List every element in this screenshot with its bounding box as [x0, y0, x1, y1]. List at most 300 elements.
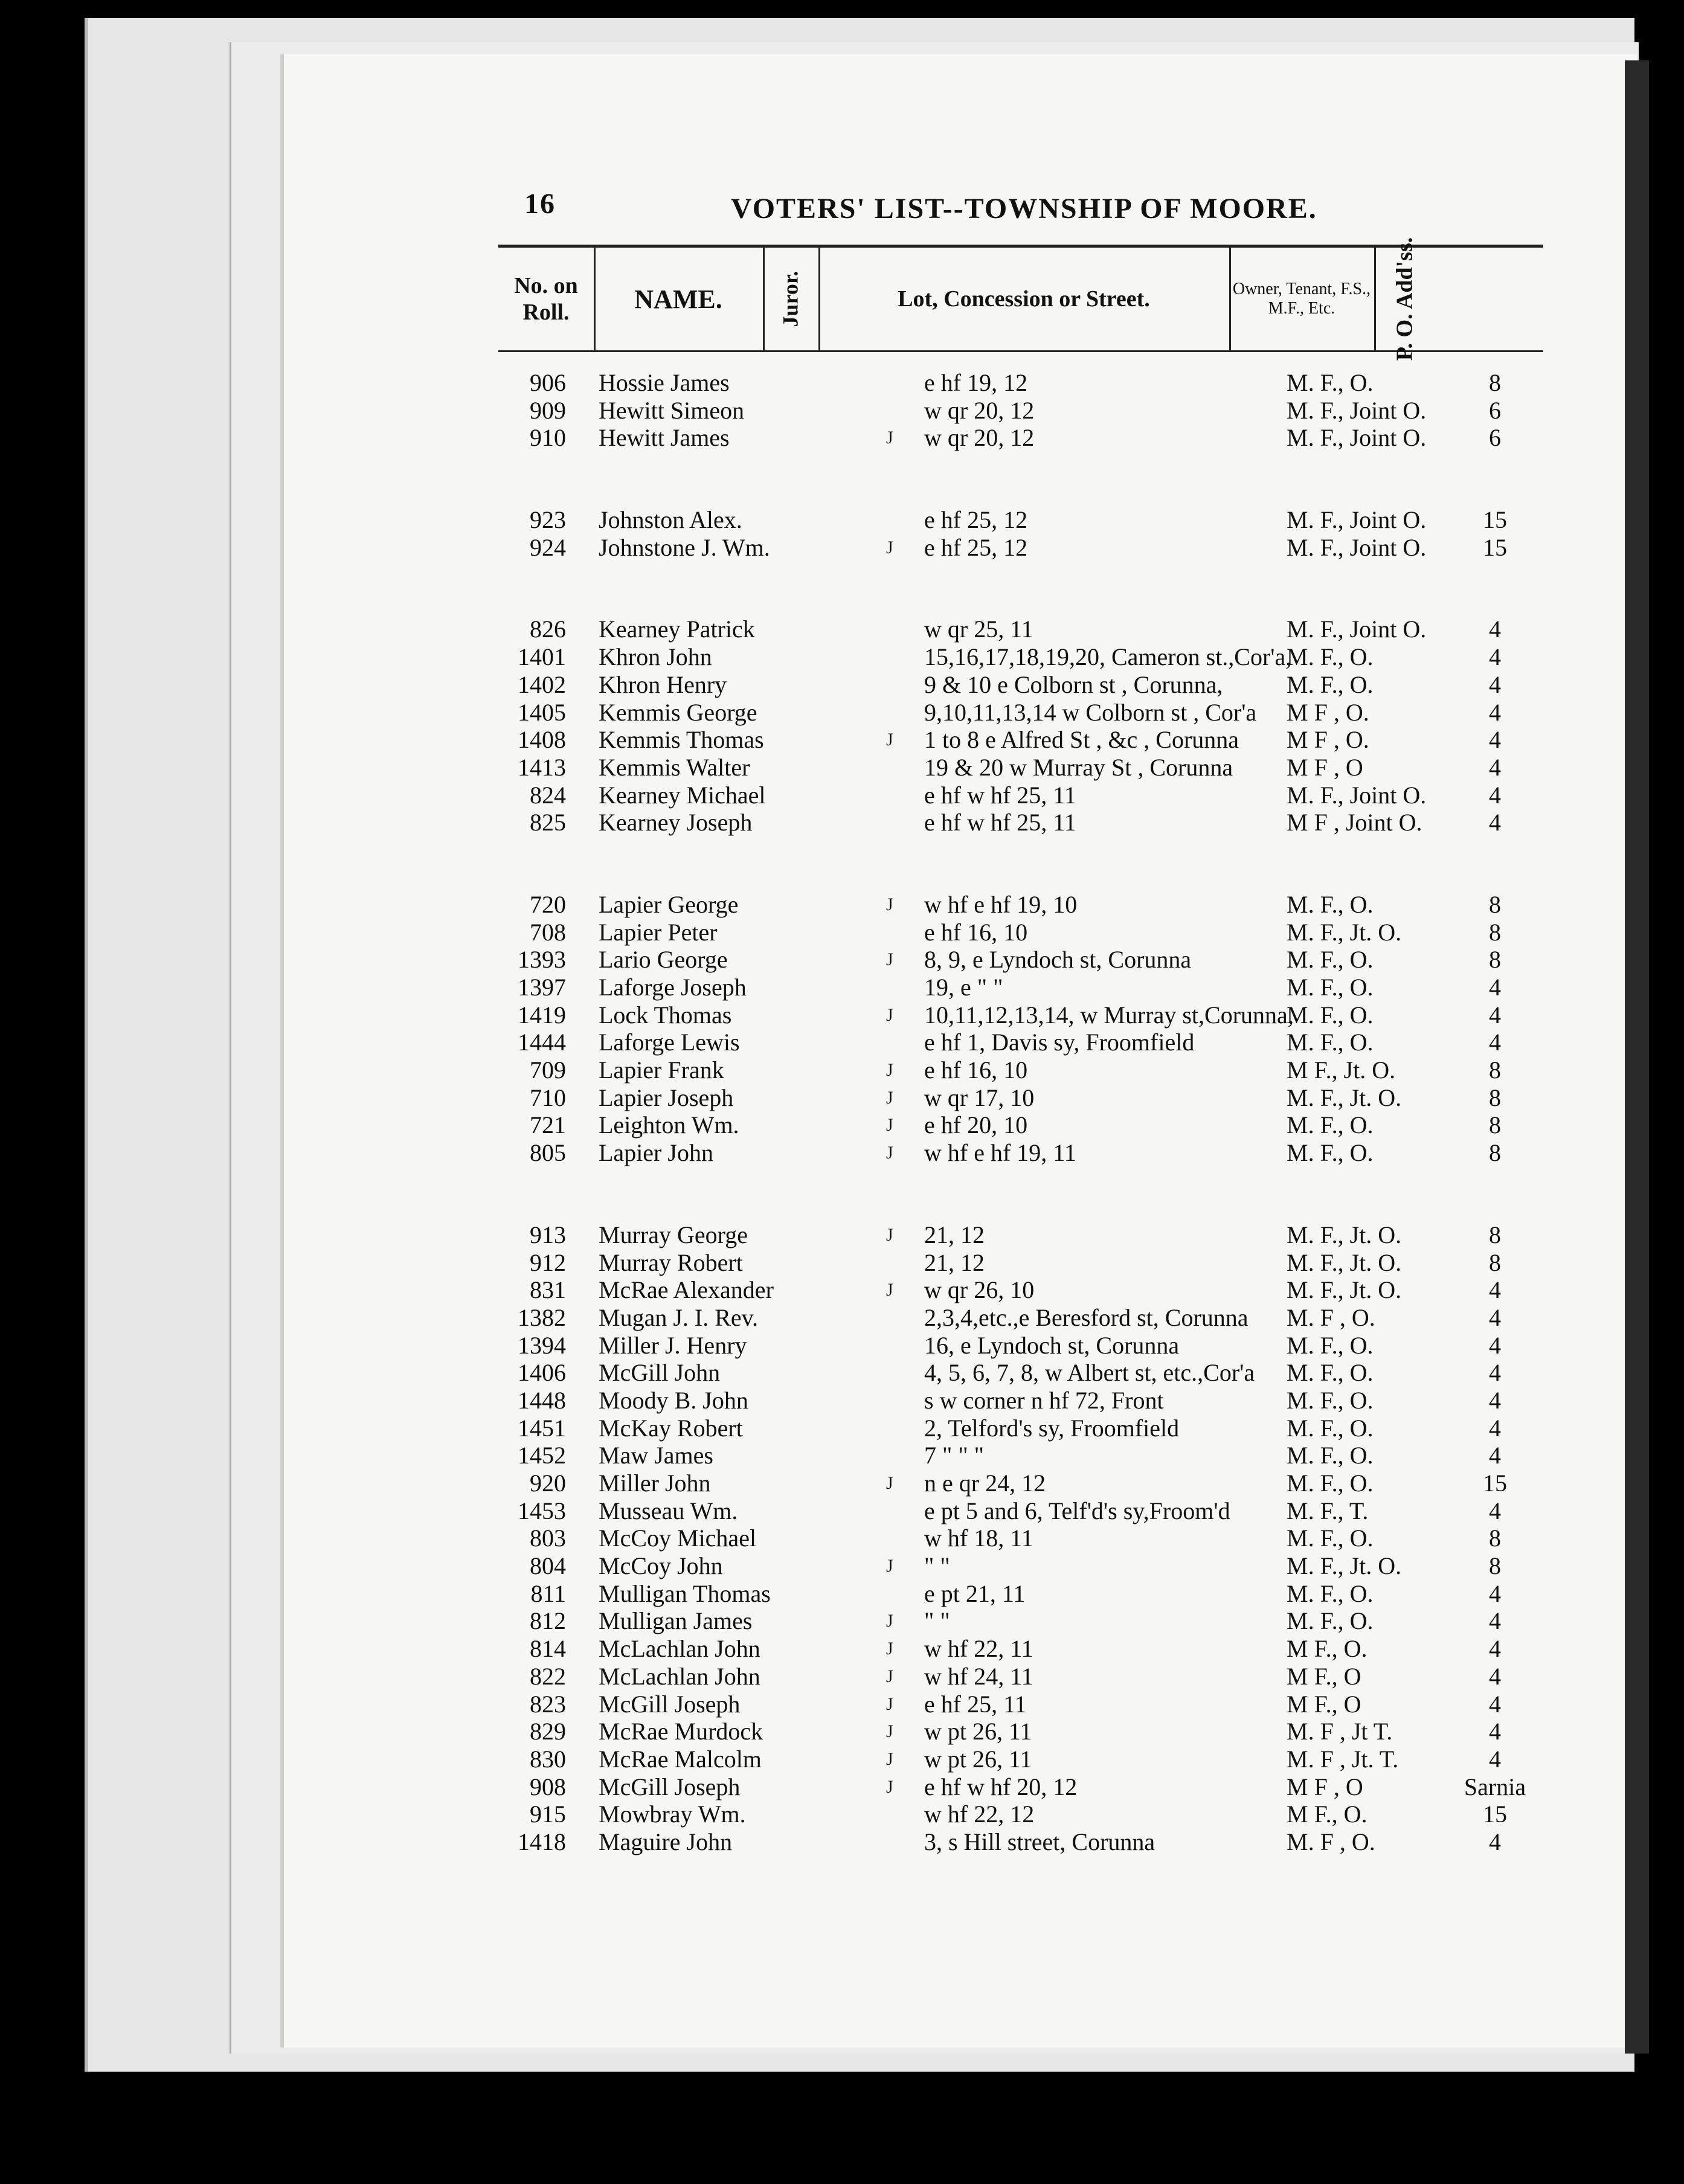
cell-owner: M. F., Joint O. [1287, 781, 1427, 809]
cell-po: 4 [1489, 1414, 1501, 1442]
table-row [498, 1580, 1543, 1608]
table-row [498, 946, 1543, 974]
cell-owner: M F , O [1287, 1773, 1363, 1800]
cell-name: Mulligan Thomas [599, 1579, 771, 1607]
cell-name: Mowbray Wm. [599, 1800, 746, 1828]
cell-lot: 3, s Hill street, Corunna [924, 1828, 1155, 1855]
cell-roll: 830 [530, 1745, 566, 1773]
cell-po: 4 [1489, 809, 1501, 837]
table-row [498, 424, 1543, 452]
cell-roll: 822 [530, 1662, 566, 1690]
cell-lot: 19, e " " [924, 974, 1003, 1001]
cell-owner: M. F., O. [1287, 1001, 1374, 1029]
cell-po: 4 [1489, 1001, 1501, 1029]
cell-po: 4 [1489, 1442, 1501, 1469]
cell-owner: M. F., Jt. O. [1287, 918, 1402, 946]
cell-lot: 9,10,11,13,14 w Colborn st , Cor'a [924, 698, 1257, 726]
cell-roll: 812 [530, 1607, 566, 1635]
cell-name: Leighton Wm. [599, 1111, 739, 1139]
cell-lot: e hf w hf 25, 11 [924, 809, 1076, 837]
cell-po: 8 [1489, 1524, 1501, 1552]
table-row [498, 1276, 1543, 1304]
cell-lot: w hf 22, 12 [924, 1800, 1035, 1828]
cell-name: Johnstone J. Wm. [599, 533, 770, 561]
cell-roll: 923 [530, 506, 566, 534]
cell-owner: M. F., O. [1287, 890, 1374, 918]
cell-name: Laforge Joseph [599, 974, 747, 1001]
cell-juror: J [886, 1611, 893, 1631]
cell-po: 4 [1489, 643, 1501, 671]
cell-owner: M. F., O. [1287, 1111, 1374, 1139]
cell-owner: M. F., O. [1287, 946, 1374, 974]
cell-lot: w pt 26, 11 [924, 1718, 1032, 1746]
cell-name: McRae Alexander [599, 1276, 774, 1304]
cell-lot: w qr 26, 10 [924, 1276, 1035, 1304]
cell-name: Lapier George [599, 890, 739, 918]
cell-name: Maguire John [599, 1828, 733, 1855]
cell-name: McLachlan John [599, 1635, 760, 1663]
cell-lot: w hf e hf 19, 11 [924, 1139, 1076, 1167]
cell-owner: M. F., O. [1287, 1442, 1374, 1469]
cell-lot: e hf w hf 20, 12 [924, 1773, 1078, 1800]
cell-juror: J [886, 730, 893, 750]
cell-roll: 823 [530, 1690, 566, 1718]
cell-roll: 1394 [518, 1331, 566, 1359]
cell-po: 4 [1489, 781, 1501, 809]
cell-lot: w hf e hf 19, 10 [924, 890, 1078, 918]
table-row [498, 1249, 1543, 1277]
cell-lot: w qr 20, 12 [924, 424, 1035, 452]
cell-owner: M. F., Jt. O. [1287, 1221, 1402, 1248]
cell-lot: w hf 18, 11 [924, 1524, 1033, 1552]
cell-roll: 708 [530, 918, 566, 946]
cell-owner: M. F., O. [1287, 1607, 1374, 1635]
cell-po: 4 [1489, 1718, 1501, 1746]
cell-owner: M. F., O. [1287, 369, 1374, 396]
cell-juror: J [886, 949, 893, 970]
cell-po: 6 [1489, 396, 1501, 424]
table-row [498, 671, 1543, 699]
cell-lot: 19 & 20 w Murray St , Corunna [924, 753, 1233, 781]
group-spacer [498, 1167, 1543, 1221]
cell-roll: 825 [530, 809, 566, 837]
table-row [498, 1387, 1543, 1415]
table-row [498, 1111, 1543, 1139]
cell-roll: 1413 [518, 753, 566, 781]
cell-owner: M. F., Joint O. [1287, 506, 1427, 534]
cell-roll: 1397 [518, 974, 566, 1001]
cell-name: Hossie James [599, 369, 730, 396]
cell-po: 6 [1489, 424, 1501, 452]
cell-lot: e hf 1, Davis sy, Froomfield [924, 1029, 1195, 1056]
cell-name: Kemmis George [599, 698, 757, 726]
voters-table [498, 237, 1543, 1856]
group-spacer [498, 452, 1543, 506]
cell-owner: M F., O [1287, 1690, 1361, 1718]
table-row [498, 919, 1543, 946]
cell-owner: M. F , O. [1287, 1828, 1375, 1855]
cell-roll: 924 [530, 533, 566, 561]
table-row [498, 1691, 1543, 1718]
cell-lot: 4, 5, 6, 7, 8, w Albert st, etc.,Cor'a [924, 1359, 1255, 1387]
cell-roll: 915 [530, 1800, 566, 1828]
cell-lot: 16, e Lyndoch st, Corunna [924, 1331, 1180, 1359]
cell-owner: M F., O [1287, 1662, 1361, 1690]
cell-juror: J [886, 1749, 893, 1769]
header-lot: Lot, Concession or Street. [818, 248, 1231, 350]
cell-roll: 920 [530, 1469, 566, 1497]
cell-po: 8 [1489, 1056, 1501, 1084]
page-title: VOTERS' LIST--TOWNSHIP OF MOORE. [731, 193, 1317, 225]
cell-name: McLachlan John [599, 1662, 760, 1690]
table-row [498, 809, 1543, 837]
header-roll: No. on Roll. [498, 248, 596, 350]
header-owner: Owner, Tenant, F.S., M.F., Etc. [1229, 248, 1376, 350]
cell-juror: J [886, 1280, 893, 1300]
cell-roll: 1444 [518, 1029, 566, 1056]
table-row [498, 1800, 1543, 1828]
cell-po: 15 [1483, 506, 1507, 534]
table-row [498, 1056, 1543, 1084]
cell-owner: M F , Joint O. [1287, 809, 1422, 837]
cell-roll: 1452 [518, 1442, 566, 1469]
cell-po: 4 [1489, 670, 1501, 698]
cell-owner: M. F., Jt. O. [1287, 1276, 1402, 1304]
cell-lot: 15,16,17,18,19,20, Cameron st.,Cor'a, [924, 643, 1292, 671]
cell-name: Lock Thomas [599, 1001, 732, 1029]
cell-roll: 1393 [518, 946, 566, 974]
table-row [498, 643, 1543, 671]
cell-po: 8 [1489, 918, 1501, 946]
group-spacer [498, 561, 1543, 615]
cell-juror: J [886, 1060, 893, 1081]
cell-roll: 913 [530, 1221, 566, 1248]
cell-name: Lapier Frank [599, 1056, 724, 1084]
header-spacer [498, 352, 1543, 369]
cell-name: Maw James [599, 1442, 713, 1469]
cell-lot: e hf w hf 25, 11 [924, 781, 1076, 809]
cell-lot: " " [924, 1607, 950, 1635]
page-heading [0, 181, 1684, 230]
cell-po: 4 [1489, 1579, 1501, 1607]
cell-owner: M. F., Joint O. [1287, 615, 1427, 643]
cell-juror: J [886, 1776, 893, 1797]
cell-name: Hewitt Simeon [599, 396, 745, 424]
cell-owner: M F , O [1287, 753, 1363, 781]
cell-po: 4 [1489, 1303, 1501, 1331]
cell-po: 8 [1489, 946, 1501, 974]
cell-name: Musseau Wm. [599, 1497, 738, 1524]
cell-roll: 909 [530, 396, 566, 424]
cell-po: 4 [1489, 1276, 1501, 1304]
cell-po: 4 [1489, 1745, 1501, 1773]
cell-po: 4 [1489, 698, 1501, 726]
cell-roll: 803 [530, 1524, 566, 1552]
cell-po: 8 [1489, 1084, 1501, 1111]
table-row [498, 534, 1543, 562]
table-header [498, 237, 1543, 361]
cell-po: 8 [1489, 369, 1501, 396]
cell-po: 4 [1489, 1386, 1501, 1414]
page-number: 16 [524, 188, 556, 220]
cell-juror: J [886, 537, 893, 557]
table-row [498, 726, 1543, 754]
cell-name: McGill John [599, 1359, 721, 1387]
cell-roll: 1401 [518, 643, 566, 671]
cell-owner: M. F., Jt. O. [1287, 1084, 1402, 1111]
table-row [498, 782, 1543, 809]
table-body [498, 352, 1543, 1856]
cell-roll: 811 [530, 1579, 566, 1607]
cell-owner: M. F., O. [1287, 1386, 1374, 1414]
cell-owner: M. F., O. [1287, 1139, 1374, 1167]
cell-juror: J [886, 428, 893, 448]
cell-owner: M F , O. [1287, 698, 1369, 726]
cell-lot: 21, 12 [924, 1221, 985, 1248]
cell-name: Murray George [599, 1221, 748, 1248]
cell-roll: 1451 [518, 1414, 566, 1442]
cell-roll: 710 [530, 1084, 566, 1111]
cell-owner: M. F., Jt. O. [1287, 1552, 1402, 1580]
cell-po: 8 [1489, 1139, 1501, 1167]
table-row [498, 891, 1543, 919]
table-row [498, 1221, 1543, 1249]
cell-roll: 906 [530, 369, 566, 396]
cell-po: 8 [1489, 1221, 1501, 1248]
cell-lot: e pt 5 and 6, Telf'd's sy,Froom'd [924, 1497, 1230, 1524]
cell-po: 4 [1489, 1607, 1501, 1635]
table-row [498, 1552, 1543, 1580]
cell-po: 4 [1489, 1635, 1501, 1663]
table-row [498, 1718, 1543, 1746]
cell-name: Lario George [599, 946, 728, 974]
cell-lot: e pt 21, 11 [924, 1579, 1026, 1607]
cell-roll: 1402 [518, 670, 566, 698]
cell-po: 4 [1489, 1029, 1501, 1056]
table-row [498, 1332, 1543, 1360]
table-row [498, 699, 1543, 727]
cell-lot: e hf 16, 10 [924, 918, 1028, 946]
table-row [498, 615, 1543, 643]
cell-po: 8 [1489, 1111, 1501, 1139]
cell-name: McKay Robert [599, 1414, 743, 1442]
cell-juror: J [886, 1143, 893, 1163]
table-row [498, 1442, 1543, 1469]
cell-lot: n e qr 24, 12 [924, 1469, 1046, 1497]
table-row [498, 1001, 1543, 1029]
cell-juror: J [886, 1721, 893, 1742]
cell-owner: M. F , Jt. T. [1287, 1745, 1399, 1773]
cell-po: Sarnia [1464, 1773, 1526, 1800]
table-row [498, 1635, 1543, 1663]
cell-juror: J [886, 1473, 893, 1493]
cell-name: Kemmis Thomas [599, 726, 764, 754]
cell-name: Kearney Patrick [599, 615, 755, 643]
cell-owner: M. F., T. [1287, 1497, 1369, 1524]
cell-lot: w qr 25, 11 [924, 615, 1033, 643]
cell-owner: M F., Jt. O. [1287, 1056, 1396, 1084]
cell-owner: M. F , Jt T. [1287, 1718, 1393, 1746]
cell-owner: M F , O. [1287, 726, 1369, 754]
cell-owner: M. F., O. [1287, 1524, 1374, 1552]
cell-roll: 1408 [518, 726, 566, 754]
cell-owner: M. F., O. [1287, 1359, 1374, 1387]
header-juror-label: Juror. [779, 271, 803, 327]
cell-name: McRae Murdock [599, 1718, 763, 1746]
cell-roll: 804 [530, 1552, 566, 1580]
table-row [498, 397, 1543, 425]
cell-owner: M. F., O. [1287, 1469, 1374, 1497]
cell-roll: 721 [530, 1111, 566, 1139]
cell-roll: 1419 [518, 1001, 566, 1029]
cell-name: Lapier Joseph [599, 1084, 734, 1111]
cell-juror: J [886, 1087, 893, 1108]
cell-roll: 1405 [518, 698, 566, 726]
table-row [498, 1663, 1543, 1691]
cell-owner: M. F., O. [1287, 670, 1374, 698]
cell-roll: 805 [530, 1139, 566, 1167]
cell-owner: M. F., Jt. O. [1287, 1248, 1402, 1276]
cell-lot: 2,3,4,etc.,e Beresford st, Corunna [924, 1303, 1249, 1331]
table-row [498, 1415, 1543, 1442]
cell-lot: 10,11,12,13,14, w Murray st,Corunna, [924, 1001, 1294, 1029]
cell-lot: " " [924, 1552, 950, 1580]
cell-name: Khron John [599, 643, 712, 671]
cell-name: McCoy Michael [599, 1524, 757, 1552]
cell-po: 4 [1489, 726, 1501, 754]
cell-name: Miller J. Henry [599, 1331, 747, 1359]
cell-lot: 9 & 10 e Colborn st , Corunna, [924, 670, 1223, 698]
group-spacer [498, 837, 1543, 891]
cell-lot: e hf 25, 12 [924, 506, 1028, 534]
header-name: NAME. [594, 248, 765, 350]
cell-name: Miller John [599, 1469, 711, 1497]
header-juror [763, 248, 820, 350]
cell-roll: 720 [530, 890, 566, 918]
cell-juror: J [886, 1004, 893, 1025]
table-row [498, 754, 1543, 782]
table-row [498, 1746, 1543, 1773]
table-row [498, 1359, 1543, 1387]
cell-lot: w qr 20, 12 [924, 396, 1035, 424]
cell-lot: s w corner n hf 72, Front [924, 1386, 1164, 1414]
cell-name: Kearney Joseph [599, 809, 753, 837]
cell-po: 15 [1483, 1800, 1507, 1828]
cell-name: Lapier Peter [599, 918, 718, 946]
cell-juror: J [886, 1666, 893, 1686]
cell-po: 4 [1489, 615, 1501, 643]
cell-owner: M. F., O. [1287, 1414, 1374, 1442]
cell-po: 15 [1483, 533, 1507, 561]
cell-juror: J [886, 894, 893, 914]
cell-name: Mulligan James [599, 1607, 753, 1635]
table-row [498, 1828, 1543, 1856]
cell-po: 15 [1483, 1469, 1507, 1497]
cell-po: 4 [1489, 1359, 1501, 1387]
cell-roll: 829 [530, 1718, 566, 1746]
cell-roll: 814 [530, 1635, 566, 1663]
table-row [498, 1607, 1543, 1635]
cell-owner: M. F., O. [1287, 974, 1374, 1001]
cell-po: 8 [1489, 890, 1501, 918]
cell-lot: w qr 17, 10 [924, 1084, 1035, 1111]
book-gutter [1625, 60, 1649, 2054]
cell-name: Khron Henry [599, 670, 727, 698]
cell-name: McRae Malcolm [599, 1745, 762, 1773]
table-row [498, 1029, 1543, 1056]
cell-name: Mugan J. I. Rev. [599, 1303, 759, 1331]
cell-roll: 831 [530, 1276, 566, 1304]
cell-lot: e hf 25, 12 [924, 533, 1028, 561]
cell-lot: 21, 12 [924, 1248, 985, 1276]
cell-name: McCoy John [599, 1552, 723, 1580]
cell-owner: M. F , O. [1287, 1303, 1375, 1331]
cell-name: Lapier John [599, 1139, 713, 1167]
table-row [498, 974, 1543, 1001]
cell-roll: 912 [530, 1248, 566, 1276]
cell-name: McGill Joseph [599, 1773, 741, 1800]
cell-owner: M. F., O. [1287, 643, 1374, 671]
table-row [498, 1084, 1543, 1112]
cell-owner: M F., O. [1287, 1800, 1367, 1828]
cell-juror: J [886, 1224, 893, 1245]
table-row [498, 1304, 1543, 1332]
table-row [498, 1524, 1543, 1552]
header-po [1374, 237, 1435, 361]
header-po-label: P. O. Add'ss. [1392, 237, 1417, 361]
cell-name: Murray Robert [599, 1248, 743, 1276]
table-row [498, 1497, 1543, 1525]
cell-owner: M. F., Joint O. [1287, 424, 1427, 452]
cell-roll: 1382 [518, 1303, 566, 1331]
cell-roll: 908 [530, 1773, 566, 1800]
cell-po: 4 [1489, 974, 1501, 1001]
table-row [498, 1469, 1543, 1497]
cell-name: Moody B. John [599, 1386, 748, 1414]
cell-owner: M. F., O. [1287, 1579, 1374, 1607]
cell-roll: 1406 [518, 1359, 566, 1387]
cell-juror: J [886, 1639, 893, 1659]
cell-lot: 2, Telford's sy, Froomfield [924, 1414, 1180, 1442]
table-row [498, 369, 1543, 397]
cell-lot: e hf 25, 11 [924, 1690, 1027, 1718]
cell-juror: J [886, 1694, 893, 1714]
cell-po: 4 [1489, 1690, 1501, 1718]
cell-owner: M. F., Joint O. [1287, 396, 1427, 424]
cell-lot: e hf 19, 12 [924, 369, 1028, 396]
cell-lot: w hf 22, 11 [924, 1635, 1033, 1663]
cell-lot: e hf 16, 10 [924, 1056, 1028, 1084]
cell-lot: 8, 9, e Lyndoch st, Corunna [924, 946, 1192, 974]
cell-name: Kearney Michael [599, 781, 766, 809]
cell-name: McGill Joseph [599, 1690, 741, 1718]
cell-name: Johnston Alex. [599, 506, 742, 534]
cell-name: Kemmis Walter [599, 753, 750, 781]
table-row [498, 1139, 1543, 1167]
cell-owner: M. F., O. [1287, 1029, 1374, 1056]
cell-juror: J [886, 1556, 893, 1576]
cell-po: 4 [1489, 753, 1501, 781]
cell-lot: w pt 26, 11 [924, 1745, 1032, 1773]
cell-lot: 1 to 8 e Alfred St , &c , Corunna [924, 726, 1239, 754]
cell-name: Hewitt James [599, 424, 730, 452]
cell-roll: 709 [530, 1056, 566, 1084]
cell-roll: 1453 [518, 1497, 566, 1524]
cell-roll: 1448 [518, 1386, 566, 1414]
cell-owner: M F., O. [1287, 1635, 1367, 1663]
cell-owner: M. F., O. [1287, 1331, 1374, 1359]
cell-po: 4 [1489, 1662, 1501, 1690]
